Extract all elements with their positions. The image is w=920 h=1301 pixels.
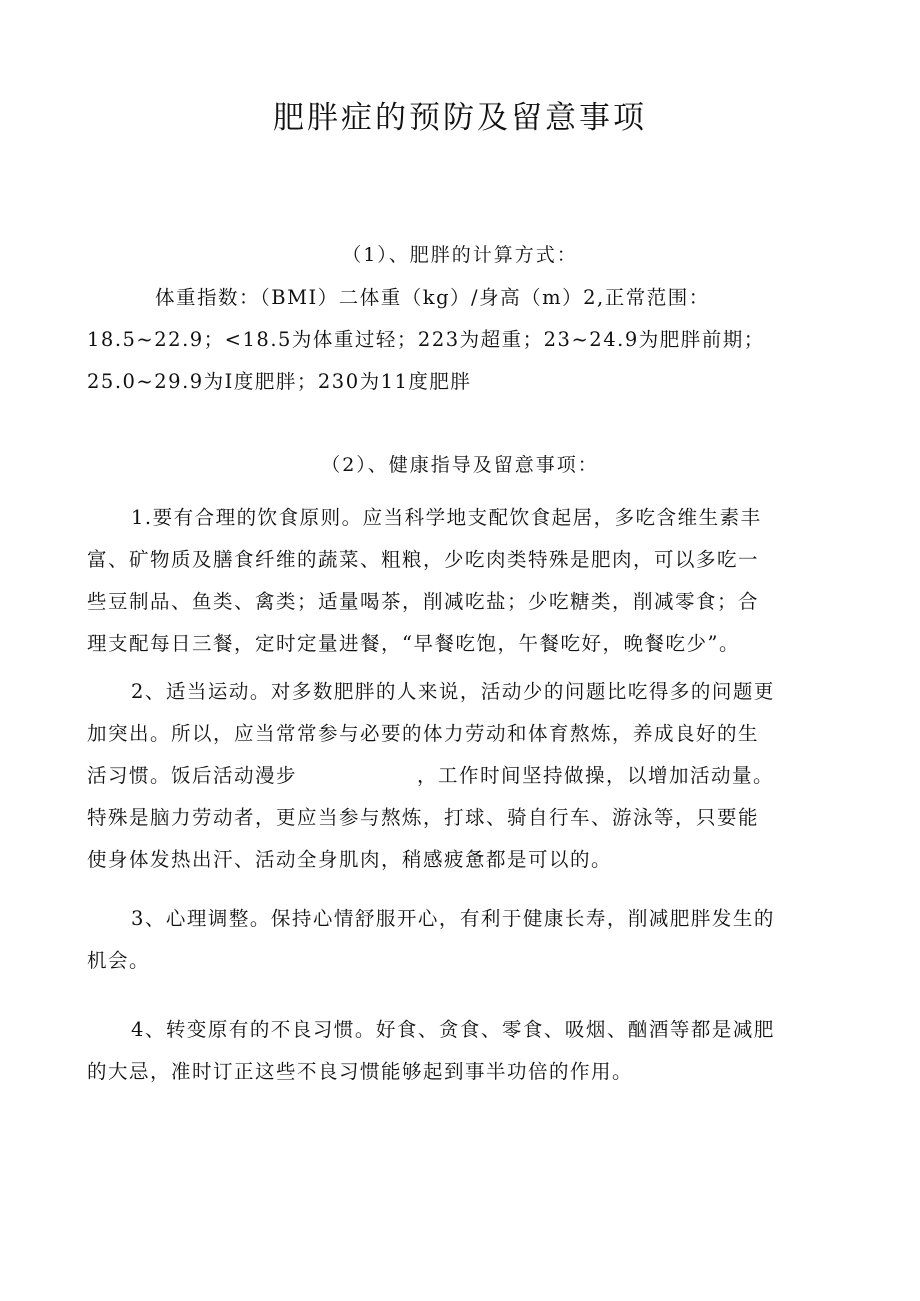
guidance-item-diet [87, 497, 837, 665]
exercise-line-2: 加突出。所以，应当常常参与必要的体力劳动和体育熬炼，养成良好的生 [87, 722, 760, 745]
diet-line-2: 富、矿物质及膳食纤维的蔬菜、粗粮，少吃肉类特殊是肥肉，可以多吃一 [87, 548, 760, 571]
section-heading-guidance: （2）、健康指导及留意事项： [321, 454, 599, 476]
psychology-line-2: 机会。 [87, 949, 151, 972]
document-title: 肥胖症的预防及留意事项 [273, 100, 647, 136]
bmi-paragraph [87, 277, 837, 403]
exercise-line-5: 使身体发热出汗、活动全身肌肉，稍感疲惫都是可以的。 [87, 848, 613, 871]
psychology-line-1: 3、心理调整。保持心情舒服开心，有利于健康长寿，削减肥胖发生的 [131, 907, 775, 930]
diet-line-4: 理支配每日三餐，定时定量进餐，“早餐吃饱，午餐吃好，晚餐吃少”。 [87, 632, 740, 655]
habits-line-2: 的大忌，准时订正这些不良习惯能够起到事半功倍的作用。 [87, 1060, 634, 1083]
exercise-line-1: 2、适当运动。对多数肥胖的人来说，活动少的问题比吃得多的问题更 [131, 680, 775, 703]
diet-line-1: 1.要有合理的饮食原则。应当科学地支配饮食起居，多吃含维生素丰 [131, 506, 762, 529]
exercise-line-3a: 活习惯。饭后活动漫步 [87, 764, 298, 787]
guidance-item-exercise [87, 671, 837, 881]
bmi-line-1: 体重指数：（BMI）二体重（kg）/身高（m）2,正常范围： [155, 286, 710, 309]
bmi-line-2: 18.5~22.9；<18.5为体重过轻；223为超重；23~24.9为肥胖前期； [87, 328, 765, 351]
habits-line-1: 4、转变原有的不良习惯。好食、贪食、零食、吸烟、酗酒等都是减肥 [131, 1018, 775, 1041]
guidance-item-psychology [87, 898, 837, 982]
guidance-item-habits [87, 1009, 837, 1093]
exercise-line-4: 特殊是脑力劳动者，更应当参与熬炼，打球、骑自行车、游泳等，只要能 [87, 806, 760, 829]
exercise-line-3 [87, 755, 837, 797]
exercise-line-3b: ，工作时间坚持做操，以增加活动量。 [417, 764, 775, 787]
section-heading-calculation: （1）、肥胖的计算方式： [342, 244, 578, 266]
diet-line-3: 些豆制品、鱼类、禽类；适量喝茶，削减吃盐；少吃糖类，削减零食；合 [87, 590, 760, 613]
bmi-line-3: 25.0~29.9为I度肥胖；230为11度肥胖 [87, 370, 472, 393]
